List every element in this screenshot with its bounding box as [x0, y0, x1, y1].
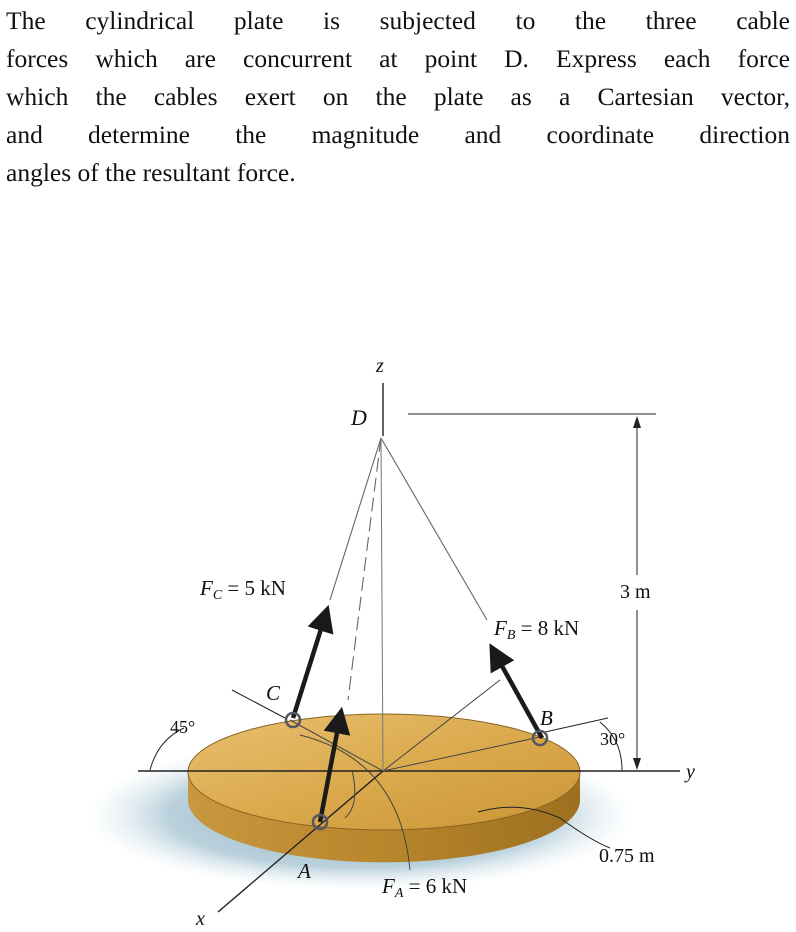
problem-line-5: angles of the resultant force.: [6, 158, 296, 187]
force-B-label: [493, 616, 579, 643]
angle-B-label: 30°: [600, 729, 626, 749]
dim-3m-arrow-top: [633, 416, 641, 428]
problem-line-4: and determine the magnitude and coordinate direction: [6, 120, 790, 149]
axis-x-label: x: [196, 908, 205, 930]
problem-line-3: which the cables exert on the plate as a Cartesian vector,: [6, 82, 790, 111]
point-B-label: B: [540, 706, 553, 730]
plate-top: [188, 714, 580, 830]
force-arrow-C: [293, 610, 327, 718]
force-A-symbol: F: [382, 874, 395, 898]
force-B-value: = 8 kN: [515, 616, 580, 640]
force-C-value: = 5 kN: [222, 576, 286, 600]
force-A-value: = 6 kN: [403, 874, 468, 898]
problem-line-1: The cylindrical plate is subjected to the three cable: [6, 6, 790, 35]
force-A-subscript: A: [394, 886, 404, 901]
dim-3m-arrow-bottom: [633, 758, 641, 770]
force-C-symbol: F: [200, 576, 213, 600]
cable-DA: [348, 438, 381, 700]
height-dimension-label: 3 m: [620, 581, 651, 603]
cable-DB: [381, 438, 487, 620]
point-A-label: A: [298, 859, 311, 883]
force-B-subscript: B: [506, 628, 516, 643]
point-C-label: C: [266, 681, 281, 705]
cable-DC: [330, 438, 381, 600]
force-C-label: [199, 576, 286, 603]
force-arrow-B: [492, 648, 542, 738]
force-C-subscript: C: [212, 588, 223, 603]
axis-z-label: z: [376, 355, 384, 377]
angle-B-leader: [545, 718, 608, 732]
force-B-symbol: F: [494, 616, 507, 640]
angle-C-label: 45°: [170, 717, 196, 737]
axis-y-label: y: [686, 761, 695, 783]
point-D-label: D: [351, 405, 367, 430]
radius-dimension-label: 0.75 m: [599, 845, 655, 867]
problem-line-2: forces which are concurrent at point D. Express each force: [6, 44, 790, 73]
force-A-label: [381, 874, 467, 901]
